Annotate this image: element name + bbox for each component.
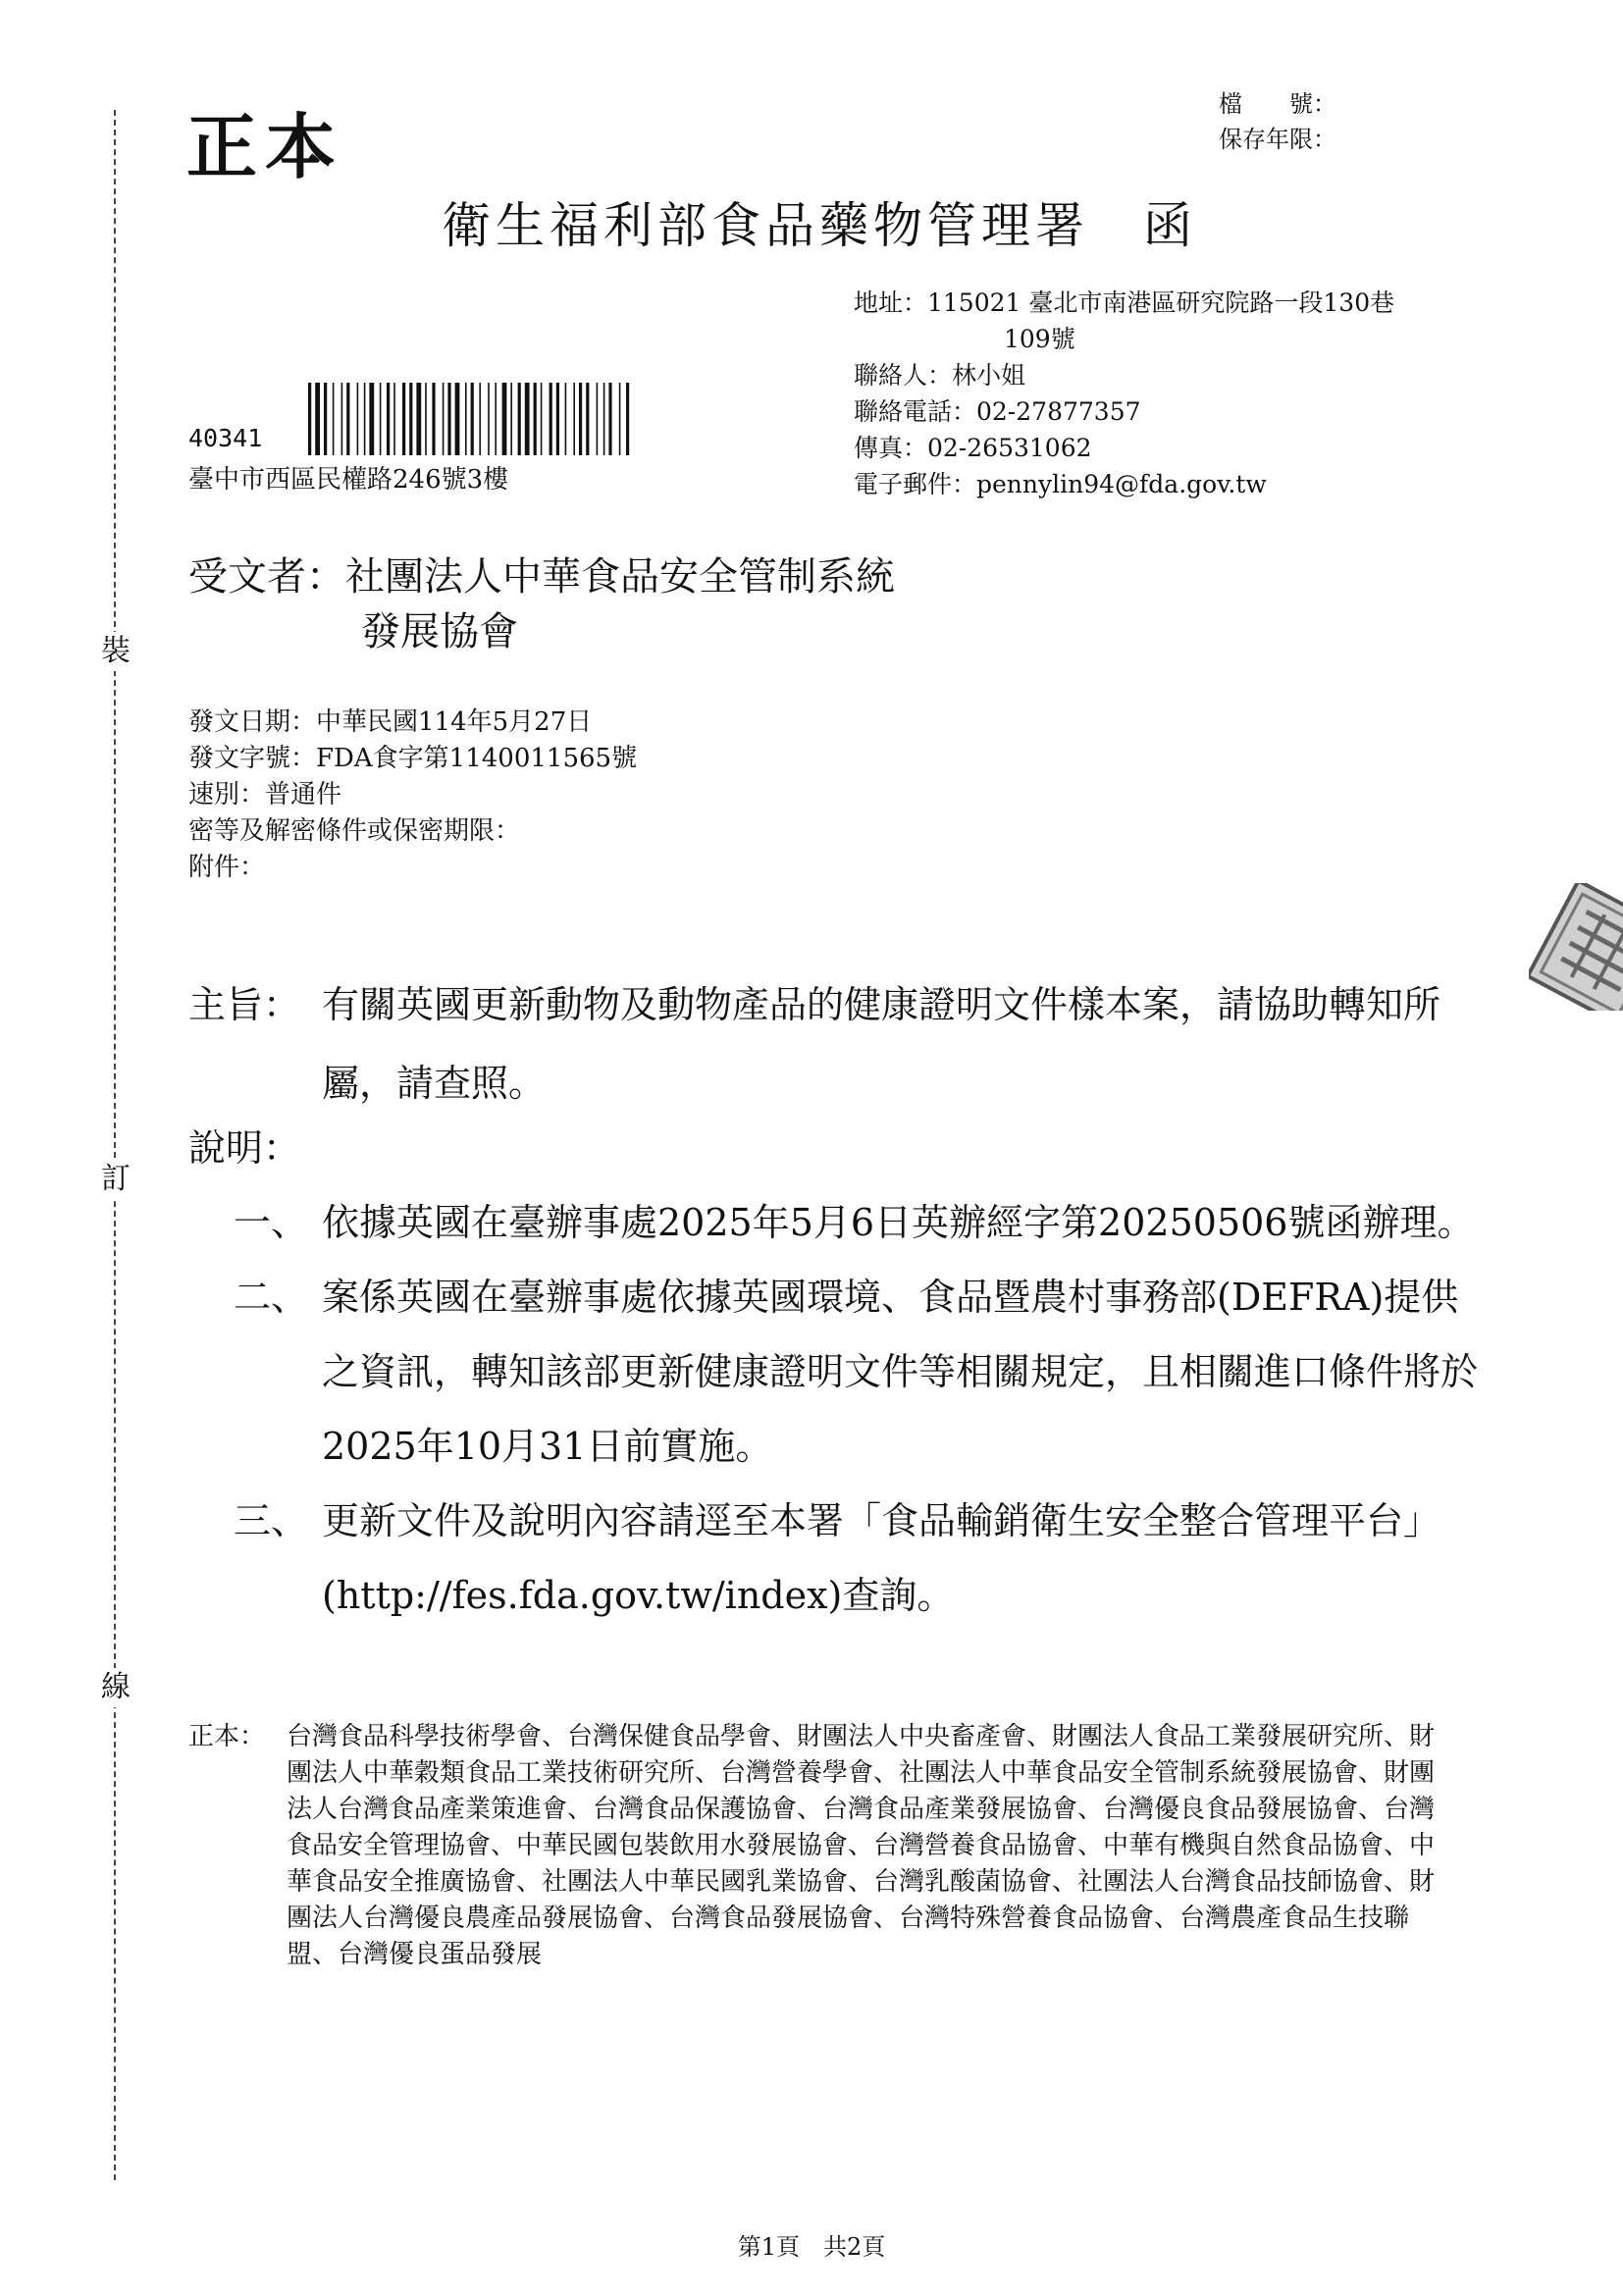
barcode-bar (479, 383, 481, 455)
barcode-bar (346, 383, 349, 455)
sender-address-cont: 109號 (1004, 325, 1075, 353)
barcode-bar (315, 383, 320, 455)
secrecy-level: 密等及解密條件或保密期限： (188, 816, 521, 846)
retention-period-label: 保存年限： (1219, 126, 1336, 153)
binding-char-zhuang: 裝 (96, 632, 135, 671)
archive-number-label: 檔 號： (1219, 90, 1336, 118)
recipient-line1: 受文者：社團法人中華食品安全管制系統 (188, 554, 895, 600)
barcode-bar (409, 383, 412, 455)
delivery-speed: 速別：普通件 (188, 780, 342, 809)
sender-address: 地址：115021 臺北市南港區研究院路一段130巷 (854, 288, 1395, 317)
barcode-bar (341, 383, 343, 455)
barcode-bar (495, 383, 497, 455)
sender-contact-block (854, 285, 1394, 502)
explanation-label: 說明： (188, 1126, 301, 1170)
postal-barcode (306, 383, 683, 455)
barcode-bar (573, 383, 575, 455)
copy-recipients-label: 正本： (188, 1722, 266, 1751)
dispatch-meta (188, 704, 637, 886)
barcode-bar (608, 383, 611, 455)
dispatch-date: 發文日期：中華民國114年5月27日 (188, 707, 593, 737)
recipient-block (188, 549, 895, 659)
barcode-bar (432, 383, 435, 455)
mailing-address: 臺中市西區民權路246號3樓 (188, 465, 509, 495)
official-seal-fragment (1529, 883, 1623, 1011)
explanation-item-text: 更新文件及說明內容請逕至本署「食品輸銷衛生安全整合管理平台」(http://fes.fda.gov.tw/index)查詢。 (322, 1499, 1441, 1617)
explanation-item-1 (188, 1185, 1484, 1260)
barcode-bar (369, 383, 374, 455)
copy-recipients (188, 1719, 1454, 1973)
barcode-bar (525, 383, 530, 455)
explanation-item-number: 三、 (234, 1499, 309, 1542)
mailing-zip-code: 40341 (188, 424, 263, 452)
archive-info (1219, 86, 1336, 157)
barcode-bar (364, 383, 366, 455)
explanation-item-number: 二、 (234, 1276, 309, 1319)
explanation-item-text: 案係英國在臺辦事處依據英國環境、食品暨農村事務部(DEFRA)提供之資訊，轉知該部更新健康證明文件等相關規定，且相關進口條件將於2025年10月31日前實施。 (322, 1276, 1479, 1468)
explanation-item-3 (188, 1484, 1484, 1633)
barcode-bar (402, 383, 405, 455)
barcode-bar (465, 383, 467, 455)
barcode-bar (416, 383, 421, 455)
original-copy-mark: 正本 (186, 105, 344, 188)
barcode-bar (443, 383, 445, 455)
explanation-item-number: 一、 (234, 1201, 309, 1244)
barcode-bar (556, 383, 559, 455)
barcode-bar (534, 383, 537, 455)
barcode-bar (619, 383, 621, 455)
barcode-bar (603, 383, 605, 455)
barcode-bar (579, 383, 582, 455)
barcode-bar (550, 383, 552, 455)
barcode-bar (471, 383, 474, 455)
barcode-bar (455, 383, 460, 455)
contact-person: 聯絡人：林小姐 (854, 361, 1026, 390)
attachment-label: 附件： (188, 853, 266, 882)
barcode-bar (502, 383, 507, 455)
contact-phone: 聯絡電話：02-27877357 (854, 397, 1141, 426)
binding-char-ding: 訂 (96, 1160, 135, 1199)
explanation-item-2 (188, 1260, 1484, 1484)
barcode-bar (393, 383, 395, 455)
barcode-bar (488, 383, 490, 455)
barcode-bar (518, 383, 521, 455)
barcode-bar (380, 383, 382, 455)
barcode-bar (308, 383, 311, 455)
recipient-line2: 發展協會 (361, 609, 518, 654)
binding-char-xian: 線 (96, 1668, 135, 1707)
barcode-bar (597, 383, 599, 455)
binding-dashed-line (114, 110, 116, 2180)
barcode-bar (357, 383, 359, 455)
barcode-bar (387, 383, 390, 455)
barcode-bar (333, 383, 335, 455)
barcode-bar (447, 383, 450, 455)
barcode-bar (565, 383, 567, 455)
explanation-section (188, 1111, 1484, 1633)
barcode-bar (586, 383, 589, 455)
dispatch-number: 發文字號：FDA食字第1140011565號 (188, 744, 638, 773)
subject-section (188, 965, 1484, 1122)
contact-fax: 傳真：02-26531062 (854, 434, 1092, 462)
page-number: 第1頁 共2頁 (737, 2233, 886, 2261)
subject-label: 主旨： (188, 983, 301, 1026)
barcode-bar (324, 383, 327, 455)
contact-email: 電子郵件：pennylin94@fda.gov.tw (854, 470, 1267, 498)
document-title: 衛生福利部食品藥物管理署 函 (442, 197, 1197, 254)
explanation-item-text: 依據英國在臺辦事處2025年5月6日英辦經字第20250506號函辦理。 (322, 1201, 1475, 1244)
barcode-bar (425, 383, 427, 455)
copy-recipients-text: 台灣食品科學技術學會、台灣保健食品學會、財團法人中央畜產會、財團法人食品工業發展研究所、財團法人中華穀類食品工業技術研究所、台灣營養學會、社團法人中華食品安全管制系統發展協會、財團法人台灣食品產業策進會、台灣食品保護協會、台灣食品產業發展協會、台灣優良食品發展協會、台灣食品安全管理協會、中華民國包裝飲用水發展協會、台灣營養食品協會、中華有機與自然食品協會、中華食品安全推廣協會、社團法人中華民國乳業協會、台灣乳酸菌協會、社團法人台灣食品技師協會、財團法人台灣優良農產品發展協會、台灣食品發展協會、台灣特殊營養食品協會、台灣農產食品生技聯盟、台灣優良蛋品發展 (287, 1722, 1436, 1969)
subject-text: 有關英國更新動物及動物產品的健康證明文件樣本案，請協助轉知所屬，請查照。 (322, 983, 1441, 1105)
barcode-bar (510, 383, 512, 455)
barcode-bar (626, 383, 629, 455)
barcode-bar (541, 383, 543, 455)
